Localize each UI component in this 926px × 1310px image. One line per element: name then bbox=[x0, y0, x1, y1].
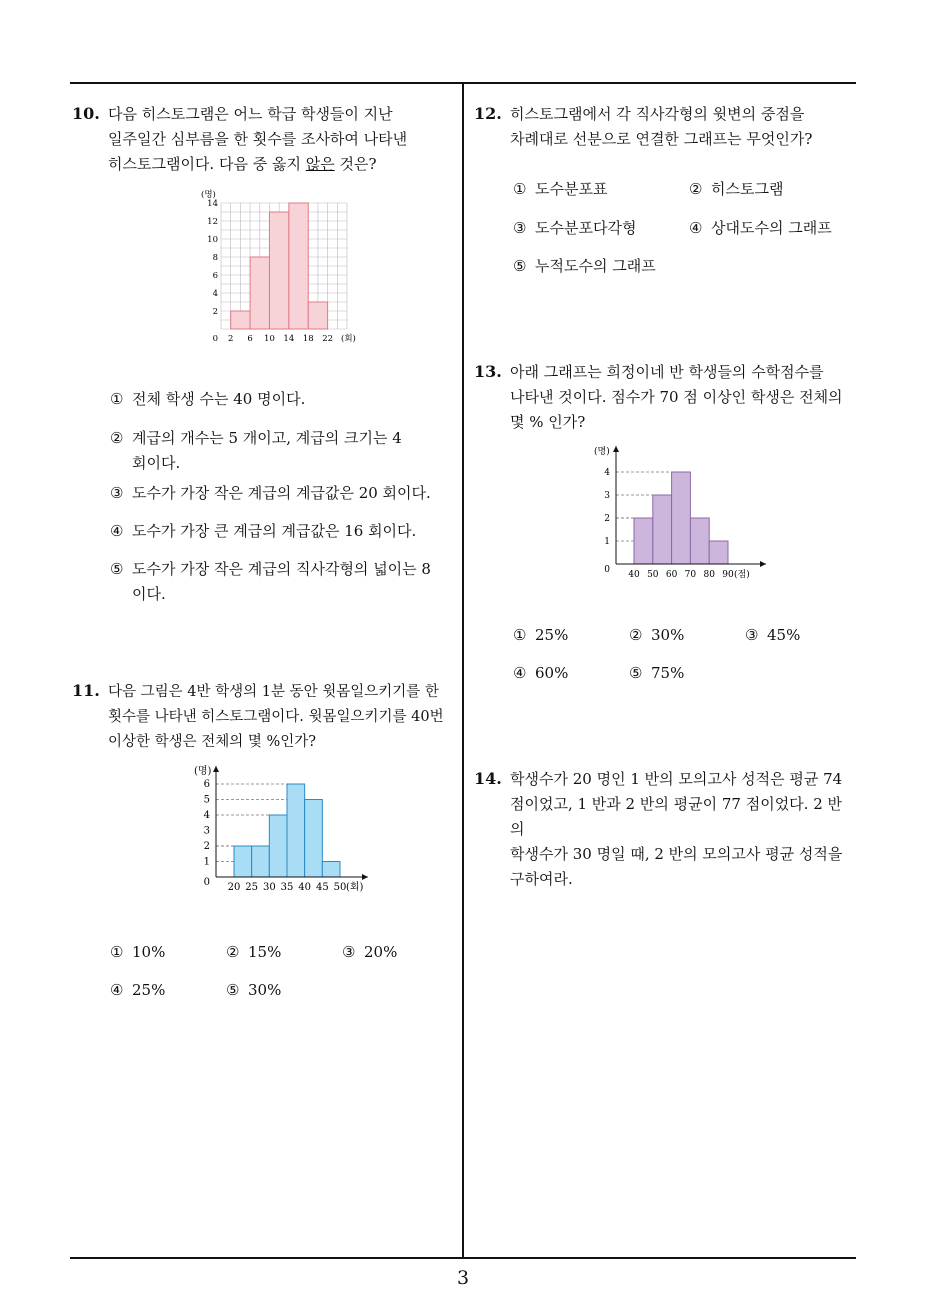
x-axis-arrow bbox=[760, 561, 766, 567]
histogram-bar bbox=[234, 846, 252, 877]
question-number: 13. bbox=[474, 362, 502, 381]
histogram-bar bbox=[308, 302, 327, 329]
x-tick-label: 45 bbox=[315, 882, 329, 893]
question-11 bbox=[72, 678, 457, 755]
question-text-line: 이상한 학생은 전체의 몇 %인가? bbox=[108, 734, 317, 750]
x-tick-label: 90 bbox=[722, 570, 734, 580]
y-tick-label: 3 bbox=[203, 825, 210, 837]
question-text-line: 구하여라. bbox=[510, 870, 573, 888]
choice-3[interactable]: ③ 45% bbox=[745, 626, 801, 644]
choice-1[interactable]: ① 전체 학생 수는 40 명이다. bbox=[110, 390, 306, 408]
question-14 bbox=[474, 766, 854, 892]
y-tick-label: 4 bbox=[604, 468, 610, 478]
x-tick-label: 18 bbox=[302, 334, 314, 344]
y-tick-label: 0 bbox=[604, 565, 610, 575]
histogram-bar bbox=[289, 203, 308, 329]
question-text-line: 히스토그램에서 각 직사각형의 윗변의 중점을 bbox=[510, 105, 805, 123]
question-number: 14. bbox=[474, 769, 502, 788]
choice-2[interactable]: ② 히스토그램 bbox=[689, 180, 784, 198]
y-tick-label: 3 bbox=[604, 491, 610, 501]
x-tick-label: 2 bbox=[227, 334, 234, 344]
x-tick-label: 70 bbox=[684, 570, 697, 580]
choice-2[interactable]: ② 15% bbox=[226, 943, 282, 961]
question-text-line: 나타낸 것이다. 점수가 70 점 이상인 학생은 전체의 bbox=[510, 388, 843, 406]
choice-3[interactable]: ③ 20% bbox=[342, 943, 398, 961]
question-text-line: 횟수를 나타낸 히스토그램이다. 윗몸일으키기를 40번 bbox=[108, 709, 444, 725]
histogram-bar bbox=[305, 800, 323, 878]
x-axis-label: (회) bbox=[346, 882, 364, 893]
underlined-word: 않은 bbox=[305, 155, 335, 173]
y-tick-label: 4 bbox=[203, 810, 210, 821]
question-text-line: 몇 % 인가? bbox=[510, 413, 586, 431]
question-text-line: 일주일간 심부름을 한 횟수를 조사하여 나타낸 bbox=[108, 130, 408, 148]
y-tick-label: 10 bbox=[207, 235, 218, 245]
question-text-line: 학생수가 30 명일 때, 2 반의 모의고사 평균 성적을 bbox=[510, 845, 843, 863]
y-tick-label: 12 bbox=[207, 217, 218, 227]
choice-3[interactable]: ③ 도수가 가장 작은 계급의 계급값은 20 회이다. bbox=[110, 484, 431, 502]
histogram-bar bbox=[672, 472, 691, 564]
histogram-bar bbox=[269, 212, 288, 329]
choice-4[interactable]: ④ 25% bbox=[110, 981, 166, 999]
x-tick-label: 50 bbox=[333, 882, 347, 893]
y-tick-label: 0 bbox=[203, 877, 210, 888]
histogram-bar bbox=[709, 541, 728, 564]
choice-2[interactable]: ② 계급의 개수는 5 개이고, 계급의 크기는 4 회이다. bbox=[110, 429, 402, 472]
y-tick-label: 8 bbox=[212, 253, 218, 263]
choice-5[interactable]: ⑤ 30% bbox=[226, 981, 282, 999]
question-number: 12. bbox=[474, 104, 502, 123]
histogram-bar bbox=[269, 815, 287, 877]
y-tick-label: 1 bbox=[203, 856, 210, 868]
y-axis-label: (명) bbox=[594, 447, 610, 457]
question-text-line: 다음 히스토그램은 어느 학급 학생들이 지난 bbox=[108, 105, 393, 123]
y-tick-label: 6 bbox=[203, 779, 210, 790]
x-tick-label: 20 bbox=[227, 882, 241, 893]
choice-5[interactable]: ⑤ 누적도수의 그래프 bbox=[513, 257, 656, 275]
x-tick-label: 60 bbox=[665, 570, 678, 580]
column-divider bbox=[462, 82, 464, 1258]
question-text-line: 차례대로 선분으로 연결한 그래프는 무엇인가? bbox=[510, 130, 813, 148]
y-tick-label: 1 bbox=[604, 537, 610, 547]
choice-3[interactable]: ③ 도수분포다각형 bbox=[513, 219, 637, 237]
x-tick-label: 22 bbox=[322, 334, 334, 344]
bottom-rule bbox=[70, 1257, 856, 1259]
histogram-bar bbox=[634, 518, 653, 564]
question-text-line: 히스토그램이다. 다음 중 옳지 않은 것은? bbox=[108, 155, 377, 173]
x-tick-label: 10 bbox=[264, 334, 275, 344]
page-number: 3 bbox=[456, 1267, 470, 1289]
y-axis-arrow bbox=[613, 446, 619, 452]
y-tick-label: 4 bbox=[212, 289, 218, 299]
x-tick-label: 25 bbox=[245, 882, 259, 893]
choice-5[interactable]: ⑤ 75% bbox=[629, 664, 685, 682]
y-axis-label: (명) bbox=[194, 766, 212, 777]
x-tick-label: 80 bbox=[703, 570, 715, 580]
choice-4[interactable]: ④ 60% bbox=[513, 664, 569, 682]
question-text-line: 학생수가 20 명인 1 반의 모의고사 성적은 평균 74 bbox=[510, 770, 843, 788]
x-tick-label: 6 bbox=[247, 334, 253, 344]
x-axis-label: (점) bbox=[734, 570, 750, 580]
choice-5[interactable]: ⑤ 도수가 가장 작은 계급의 직사각형의 넓이는 8 이다. bbox=[110, 560, 431, 603]
histogram-bar bbox=[287, 784, 305, 877]
x-tick-label: 14 bbox=[283, 334, 295, 344]
histogram-chart-q10 bbox=[195, 185, 370, 350]
question-text-line: 점이었고, 1 반과 2 반의 평균이 77 점이었다. 2 반의 bbox=[510, 795, 843, 838]
choice-1[interactable]: ① 25% bbox=[513, 626, 569, 644]
y-axis-arrow bbox=[213, 766, 219, 772]
histogram-bar bbox=[653, 495, 672, 564]
question-text-line: 아래 그래프는 희정이네 반 학생들의 수학점수를 bbox=[510, 363, 824, 381]
x-axis-arrow bbox=[362, 874, 368, 880]
histogram-bar bbox=[322, 862, 340, 878]
choice-4[interactable]: ④ 상대도수의 그래프 bbox=[689, 219, 832, 237]
question-13 bbox=[474, 359, 854, 435]
question-12 bbox=[474, 101, 854, 152]
y-tick-label: 2 bbox=[212, 307, 218, 317]
choice-1[interactable]: ① 10% bbox=[110, 943, 166, 961]
y-tick-label: 14 bbox=[207, 199, 218, 209]
histogram-bar bbox=[690, 518, 709, 564]
y-tick-label: 2 bbox=[604, 514, 610, 524]
question-text-line: 다음 그림은 4반 학생의 1분 동안 윗몸일으키기를 한 bbox=[108, 684, 439, 700]
y-axis-label: (명) bbox=[201, 190, 216, 200]
choice-4[interactable]: ④ 도수가 가장 큰 계급의 계급값은 16 회이다. bbox=[110, 522, 417, 540]
y-tick-label: 5 bbox=[203, 794, 210, 806]
question-number: 11. bbox=[72, 681, 100, 700]
y-tick-label: 2 bbox=[203, 841, 210, 852]
choice-1[interactable]: ① 도수분포표 bbox=[513, 180, 608, 198]
histogram-bar bbox=[231, 311, 250, 329]
histogram-chart-q13 bbox=[596, 440, 776, 585]
x-tick-label: 35 bbox=[280, 882, 294, 893]
question-10 bbox=[72, 101, 457, 177]
y-tick-label: 6 bbox=[212, 271, 218, 281]
x-axis-label: (회) bbox=[341, 334, 356, 344]
x-tick-label: 30 bbox=[262, 882, 276, 893]
histogram-chart-q11 bbox=[190, 760, 375, 900]
histogram-bar bbox=[250, 257, 269, 329]
question-number: 10. bbox=[72, 104, 100, 123]
x-tick-label: 0 bbox=[212, 334, 218, 344]
x-tick-label: 50 bbox=[647, 570, 659, 580]
choice-2[interactable]: ② 30% bbox=[629, 626, 685, 644]
x-tick-label: 40 bbox=[628, 570, 640, 580]
histogram-bar bbox=[252, 846, 270, 877]
x-tick-label: 40 bbox=[298, 882, 312, 893]
